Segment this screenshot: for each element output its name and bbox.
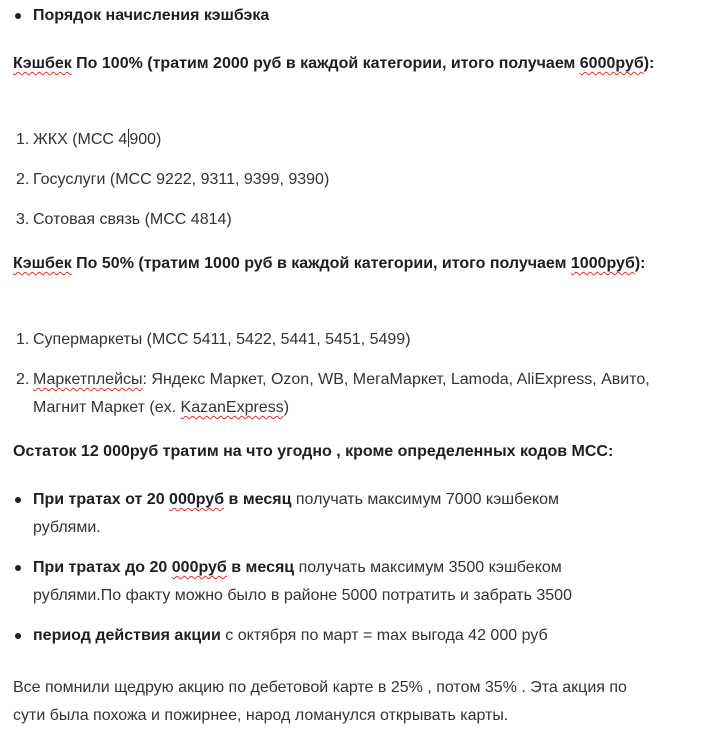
heading-end: ): — [643, 55, 655, 72]
closing-paragraph: Все помнили щедрую акцию по дебетовой карте в 25% , потом 35% . Эта акция по сути была похожа и пожирнее, народ ломанулся открывать карты. — [13, 679, 627, 724]
misspelled-word: Маркетплейсы — [33, 371, 143, 388]
remainder-heading: Остаток 12 000руб тратим на что угодно , кроме определенных кодов MCC: — [13, 443, 614, 460]
conditions-list — [13, 486, 613, 650]
cashback-100-heading — [13, 50, 693, 78]
heading-text: По 100% (тратим 2000 руб в каждой категории, итого получаем — [71, 55, 580, 72]
cashback-50-list — [13, 326, 693, 422]
list-item — [13, 486, 613, 542]
list-item — [13, 326, 693, 354]
misspelled-word: 6000руб — [579, 55, 644, 72]
misspelled-word: Кэшбек — [13, 55, 72, 72]
cashback-100-list — [13, 126, 693, 234]
list-item — [13, 166, 693, 194]
list-item-label: Госуслуги (MCC 9222, 9311, 9399, 9390) — [33, 171, 330, 188]
list-item-label: : Яндекс Маркет, Ozon, WB, МегаМаркет, Lamoda, AliExpress, Авито, Магнит Маркет (ex. — [33, 371, 650, 416]
heading-text: По 50% (тратим 1000 руб в каждой категории, итого получаем — [71, 255, 571, 272]
condition-text: получать максимум 7000 кэшбеком рублями. — [33, 491, 560, 536]
heading-end: ): — [634, 255, 646, 272]
list-item-label: 900) — [129, 131, 162, 148]
list-number: 3. — [16, 211, 30, 228]
misspelled-word: 000руб — [171, 559, 227, 576]
list-number: 2. — [16, 171, 30, 188]
misspelled-word: 000руб — [169, 491, 225, 508]
list-number: 1. — [16, 331, 30, 348]
list-item-label: ) — [283, 399, 290, 416]
bold-text: в месяц — [224, 491, 292, 508]
misspelled-word: 1000руб — [570, 255, 635, 272]
list-item — [13, 622, 613, 650]
misspelled-word: Кэшбек — [13, 255, 72, 272]
cashback-50-heading — [13, 250, 693, 278]
bold-text: При тратах до 20 — [33, 559, 172, 576]
list-item — [13, 2, 693, 30]
bold-text: период действия акции — [33, 627, 221, 644]
list-item — [13, 206, 693, 234]
list-item — [13, 554, 613, 610]
condition-text: получать максимум 3500 кэшбеком рублями.По факту можно было в районе 5000 потратить и забрать 3500 — [33, 559, 572, 604]
list-item-label: Сотовая связь (MCC 4814) — [33, 211, 232, 228]
list-item-label: ЖКХ (MCC 4 — [33, 131, 128, 148]
section-title: Порядок начисления кэшбэка — [33, 7, 270, 24]
bold-text: При тратах от 20 — [33, 491, 170, 508]
list-item-label: Супермаркеты (MCC 5411, 5422, 5441, 5451, 5499) — [33, 331, 411, 348]
condition-text: с октября по март = max выгода 42 000 руб — [220, 627, 548, 644]
list-item — [13, 126, 693, 154]
list-item — [13, 366, 653, 422]
bold-text: в месяц — [226, 559, 295, 576]
section-list — [13, 2, 693, 30]
list-number: 2. — [16, 371, 30, 388]
misspelled-word: KazanExpress — [180, 399, 284, 416]
list-number: 1. — [16, 131, 30, 148]
